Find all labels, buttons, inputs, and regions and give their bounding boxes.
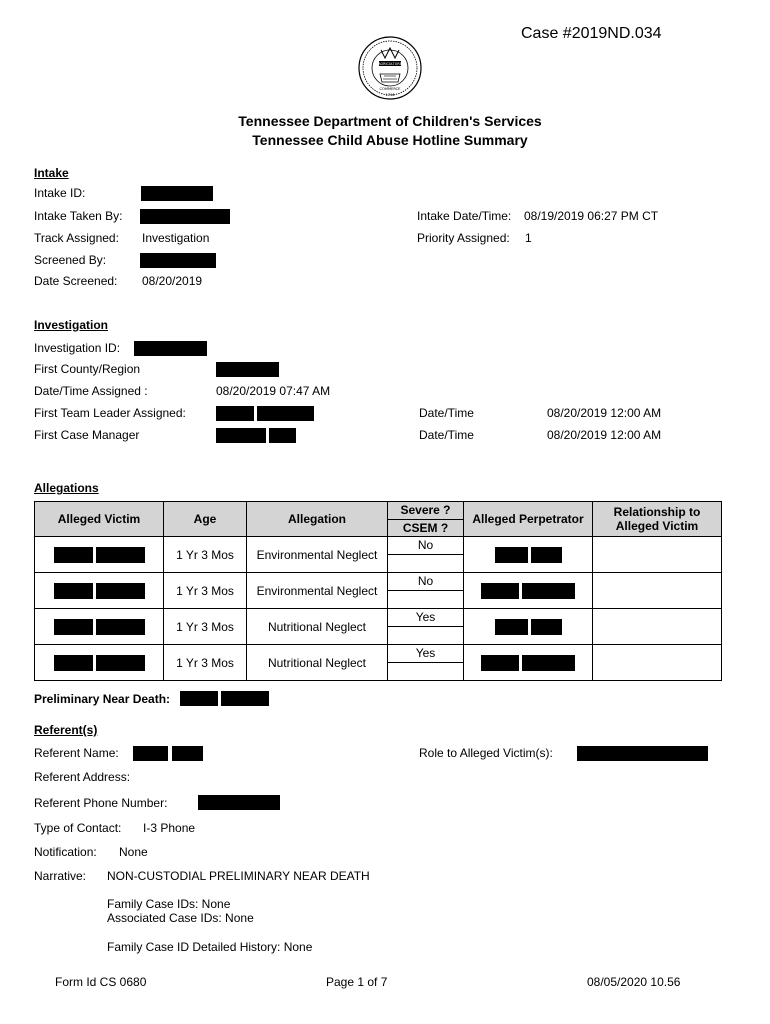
footer-print-date: 08/05/2020 10.56: [587, 975, 681, 989]
case-number: Case #2019ND.034: [521, 25, 662, 42]
date-screened-label: Date Screened:: [34, 274, 118, 288]
column-header-allegation: Allegation: [247, 502, 388, 537]
victim-cell: [35, 609, 164, 645]
redaction-bar: [54, 547, 93, 563]
severe-value: No: [388, 573, 463, 591]
csem-value: [388, 555, 463, 572]
intake-taken-by-label: Intake Taken By:: [34, 209, 123, 223]
table-row: [35, 573, 722, 609]
perpetrator-cell: [464, 573, 593, 609]
redaction-bar: [180, 691, 218, 706]
table-row: [35, 609, 722, 645]
table-header-row: [35, 502, 722, 537]
age-cell: 1 Yr 3 Mos: [164, 645, 247, 681]
relationship-cell: [593, 645, 722, 681]
investigation-id-label: Investigation ID:: [34, 341, 121, 355]
referent-heading: Referent(s): [34, 723, 98, 737]
redaction-bar: [495, 547, 528, 563]
redaction-bar: [140, 209, 230, 224]
screened-by-label: Screened By:: [34, 253, 107, 267]
role-to-victim-label: Role to Alleged Victim(s):: [419, 746, 553, 760]
case-manager-datetime-value: 08/20/2019 12:00 AM: [547, 428, 662, 442]
redaction-bar: [481, 583, 519, 599]
case-manager-datetime-label: Date/Time: [419, 428, 474, 442]
column-header-severe-csem: [388, 502, 464, 537]
csem-value: [388, 663, 463, 680]
date-assigned-label: Date/Time Assigned :: [34, 384, 148, 398]
redaction-bar: [577, 746, 708, 761]
allegation-cell: Nutritional Neglect: [247, 609, 388, 645]
redaction-bar: [141, 186, 213, 201]
redaction-bar: [96, 583, 145, 599]
referent-name-label: Referent Name:: [34, 746, 119, 760]
redaction-bar: [216, 428, 266, 443]
document-title: Tennessee Department of Children's Services: [238, 113, 542, 129]
referent-phone-label: Referent Phone Number:: [34, 796, 168, 810]
age-cell: 1 Yr 3 Mos: [164, 537, 247, 573]
age-cell: 1 Yr 3 Mos: [164, 609, 247, 645]
perpetrator-cell: [464, 645, 593, 681]
preliminary-near-death-label: Preliminary Near Death:: [34, 692, 171, 706]
notification-label: Notification:: [34, 845, 97, 859]
victim-cell: [35, 537, 164, 573]
redaction-bar: [216, 406, 254, 421]
notification-value: None: [119, 845, 148, 859]
severe-value: Yes: [388, 645, 463, 663]
column-header-age: Age: [164, 502, 247, 537]
perpetrator-cell: [464, 537, 593, 573]
intake-heading: Intake: [34, 166, 69, 180]
csem-value: [388, 627, 463, 644]
redaction-bar: [172, 746, 203, 761]
redaction-bar: [96, 619, 145, 635]
first-team-leader-label: First Team Leader Assigned:: [34, 406, 186, 420]
family-case-history: Family Case ID Detailed History: None: [107, 940, 313, 954]
document-subtitle: Tennessee Child Abuse Hotline Summary: [252, 132, 528, 148]
severe-value: No: [388, 537, 463, 555]
intake-id-label: Intake ID:: [34, 186, 86, 200]
associated-case-ids: Associated Case IDs: None: [107, 911, 254, 925]
contact-type-value: I-3 Phone: [143, 821, 196, 835]
narrative-value: NON-CUSTODIAL PRELIMINARY NEAR DEATH: [107, 869, 370, 883]
intake-datetime-value: 08/19/2019 06:27 PM CT: [524, 209, 659, 223]
column-header-relationship: Relationship to Alleged Victim: [593, 502, 722, 537]
relationship-cell: [593, 609, 722, 645]
severe-header: Severe ?: [388, 502, 463, 520]
victim-cell: [35, 645, 164, 681]
date-screened-value: 08/20/2019: [142, 274, 203, 288]
track-assigned-label: Track Assigned:: [34, 231, 119, 245]
investigation-heading: Investigation: [34, 318, 109, 332]
priority-assigned-value: 1: [525, 231, 532, 245]
severe-cell: [388, 645, 464, 681]
redaction-bar: [198, 795, 280, 810]
allegation-cell: Environmental Neglect: [247, 573, 388, 609]
redaction-bar: [221, 691, 269, 706]
family-case-ids: Family Case IDs: None: [107, 897, 231, 911]
redaction-bar: [54, 619, 93, 635]
redaction-bar: [495, 619, 528, 635]
csem-header: CSEM ?: [402, 520, 449, 535]
perpetrator-cell: [464, 609, 593, 645]
column-header-perpetrator: Alleged Perpetrator: [464, 502, 593, 537]
severe-cell: [388, 573, 464, 609]
redaction-bar: [522, 655, 575, 671]
relationship-cell: [593, 573, 722, 609]
redaction-bar: [96, 547, 145, 563]
redaction-bar: [133, 746, 168, 761]
redaction-bar: [531, 619, 562, 635]
team-leader-datetime-label: Date/Time: [419, 406, 474, 420]
relationship-cell: [593, 537, 722, 573]
severe-value: Yes: [388, 609, 463, 627]
referent-address-label: Referent Address:: [34, 770, 131, 784]
first-county-label: First County/Region: [34, 362, 141, 376]
redaction-bar: [54, 655, 93, 671]
footer-form-id: Form Id CS 0680: [55, 975, 147, 989]
redaction-bar: [257, 406, 314, 421]
track-assigned-value: Investigation: [142, 231, 210, 245]
first-case-manager-label: First Case Manager: [34, 428, 140, 442]
tennessee-state-seal: [357, 28, 423, 108]
redaction-bar: [54, 583, 93, 599]
allegation-cell: Environmental Neglect: [247, 537, 388, 573]
victim-cell: [35, 573, 164, 609]
intake-datetime-label: Intake Date/Time:: [417, 209, 512, 223]
seal-bottom-text: COMMERCE: [379, 87, 401, 91]
redaction-bar: [96, 655, 145, 671]
allegation-cell: Nutritional Neglect: [247, 645, 388, 681]
redaction-bar: [134, 341, 207, 356]
redaction-bar: [531, 547, 562, 563]
seal-top-text: AGRICULTURE: [378, 62, 402, 66]
allegations-table: [34, 501, 722, 681]
severe-cell: [388, 537, 464, 573]
redaction-bar: [481, 655, 519, 671]
redaction-bar: [522, 583, 575, 599]
redaction-bar: [216, 362, 279, 377]
age-cell: 1 Yr 3 Mos: [164, 573, 247, 609]
seal-year: 1796: [385, 93, 395, 97]
redaction-bar: [140, 253, 216, 268]
footer-page-number: Page 1 of 7: [326, 975, 388, 989]
csem-value: [388, 591, 463, 608]
allegations-heading: Allegations: [34, 481, 99, 495]
priority-assigned-label: Priority Assigned:: [417, 231, 510, 245]
date-assigned-value: 08/20/2019 07:47 AM: [216, 384, 331, 398]
contact-type-label: Type of Contact:: [34, 821, 122, 835]
table-row: [35, 645, 722, 681]
table-row: [35, 537, 722, 573]
narrative-label: Narrative:: [34, 869, 87, 883]
column-header-victim: Alleged Victim: [35, 502, 164, 537]
severe-cell: [388, 609, 464, 645]
team-leader-datetime-value: 08/20/2019 12:00 AM: [547, 406, 662, 420]
redaction-bar: [269, 428, 296, 443]
